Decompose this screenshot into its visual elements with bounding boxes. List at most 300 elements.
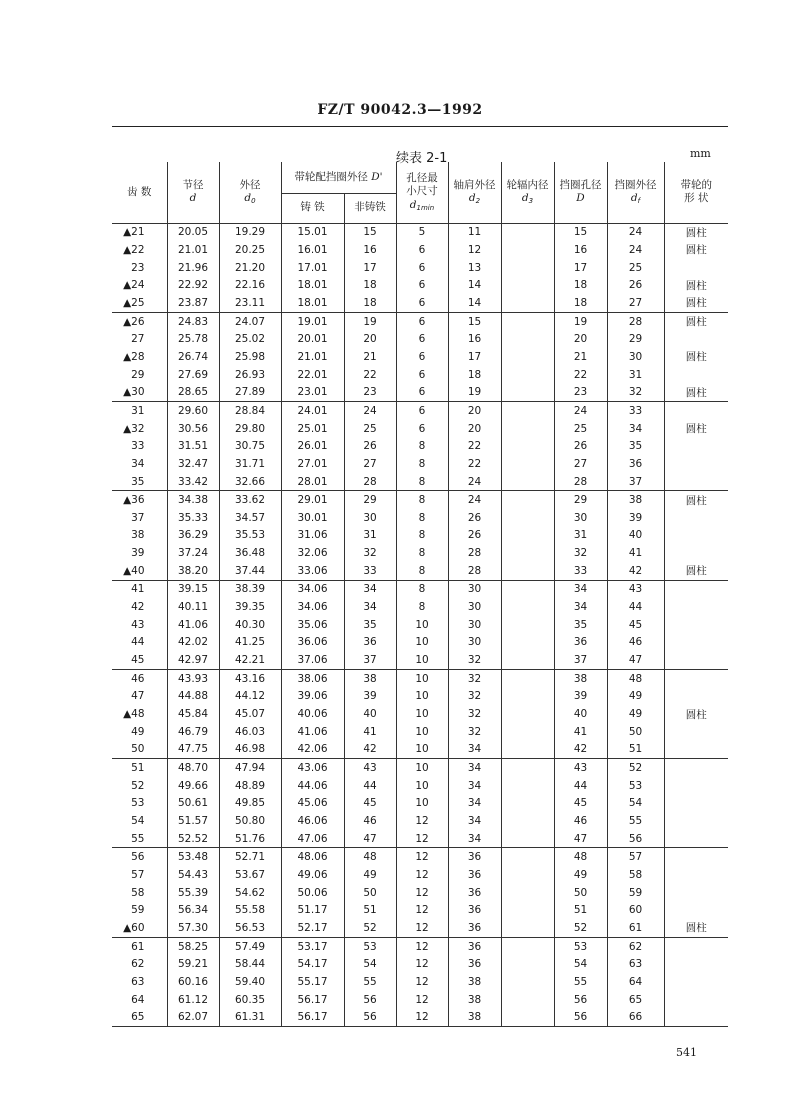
table-cell: 10 xyxy=(396,651,448,669)
table-cell: 32 xyxy=(448,723,501,741)
table-cell: 6 xyxy=(396,294,448,312)
table-cell: 45.07 xyxy=(219,705,281,723)
table-cell: 61 xyxy=(112,937,167,955)
table-cell: 30 xyxy=(448,616,501,634)
table-cell xyxy=(664,884,728,902)
table-cell xyxy=(664,866,728,884)
table-cell: 40 xyxy=(344,705,396,723)
table-cell: 12 xyxy=(396,919,448,937)
table-cell: 56 xyxy=(344,1008,396,1026)
table-cell xyxy=(501,759,554,777)
table-cell: 56.34 xyxy=(167,901,219,919)
table-cell xyxy=(501,723,554,741)
table-cell xyxy=(501,973,554,991)
table-cell: 46.03 xyxy=(219,723,281,741)
table-cell: 26.93 xyxy=(219,366,281,384)
table-cell: 51.17 xyxy=(281,901,344,919)
table-cell: 24 xyxy=(607,223,664,241)
table-cell: 58 xyxy=(112,884,167,902)
table-row xyxy=(112,420,728,438)
table-cell: 51 xyxy=(344,901,396,919)
table-cell: 42.06 xyxy=(281,741,344,759)
table-cell: 58 xyxy=(607,866,664,884)
table-cell: 15.01 xyxy=(281,223,344,241)
table-row xyxy=(112,1008,728,1026)
header-hub-diameter: 轮辐内径 $d_3$ xyxy=(501,162,554,223)
table-cell: 27.69 xyxy=(167,366,219,384)
table-cell: 56 xyxy=(554,1008,607,1026)
table-cell: 48 xyxy=(554,848,607,866)
table-cell: 25.98 xyxy=(219,348,281,366)
table-cell: 12 xyxy=(396,991,448,1009)
table-cell: 20 xyxy=(554,330,607,348)
table-cell: 60 xyxy=(607,901,664,919)
table-cell: 6 xyxy=(396,348,448,366)
table-cell xyxy=(501,669,554,687)
table-cell: 53 xyxy=(554,937,607,955)
standard-number: FZ/T 90042.3—1992 xyxy=(317,102,483,118)
table-cell xyxy=(501,527,554,545)
table-cell: 29 xyxy=(112,366,167,384)
table-cell: 52.52 xyxy=(167,830,219,848)
table-cell: 46 xyxy=(112,669,167,687)
table-cell: 62 xyxy=(607,937,664,955)
table-cell: 53 xyxy=(344,937,396,955)
table-cell: ▲32 xyxy=(112,420,167,438)
table-cell: 34.06 xyxy=(281,598,344,616)
table-cell: 42 xyxy=(344,741,396,759)
table-cell: 56.17 xyxy=(281,991,344,1009)
table-row xyxy=(112,777,728,795)
table-cell: 34 xyxy=(554,598,607,616)
table-cell: 29.60 xyxy=(167,402,219,420)
table-cell: 18 xyxy=(344,276,396,294)
table-row xyxy=(112,241,728,259)
table-cell: ▲48 xyxy=(112,705,167,723)
table-cell: 61 xyxy=(607,919,664,937)
table-cell: 42.02 xyxy=(167,634,219,652)
table-cell xyxy=(501,402,554,420)
table-cell: 43 xyxy=(112,616,167,634)
table-cell: 圆柱 xyxy=(664,705,728,723)
table-cell: 15 xyxy=(448,312,501,330)
table-cell: 35.53 xyxy=(219,527,281,545)
table-cell: 47 xyxy=(607,651,664,669)
table-cell xyxy=(664,402,728,420)
table-cell: 20 xyxy=(448,420,501,438)
table-cell: 21.20 xyxy=(219,259,281,277)
table-cell xyxy=(664,259,728,277)
table-row xyxy=(112,901,728,919)
table-cell: 36 xyxy=(344,634,396,652)
table-cell: 25 xyxy=(344,420,396,438)
table-cell: 32 xyxy=(448,705,501,723)
table-cell: 44 xyxy=(112,634,167,652)
table-cell xyxy=(501,830,554,848)
table-cell: 10 xyxy=(396,723,448,741)
table-cell xyxy=(501,509,554,527)
table-cell: 51 xyxy=(607,741,664,759)
table-cell: 58.25 xyxy=(167,937,219,955)
table-cell: 32.47 xyxy=(167,455,219,473)
table-cell: 52 xyxy=(607,759,664,777)
table-cell: 48 xyxy=(607,669,664,687)
table-row xyxy=(112,651,728,669)
table-cell: 34.57 xyxy=(219,509,281,527)
table-cell: 30.75 xyxy=(219,437,281,455)
table-row xyxy=(112,616,728,634)
header-non-cast-iron: 非铸铁 xyxy=(344,193,396,223)
table-cell: 36 xyxy=(448,848,501,866)
table-cell: 34 xyxy=(448,777,501,795)
table-cell: 51.57 xyxy=(167,812,219,830)
table-cell xyxy=(664,759,728,777)
table-cell: 38 xyxy=(112,527,167,545)
table-cell: 圆柱 xyxy=(664,491,728,509)
table-cell xyxy=(664,669,728,687)
table-cell: 32.06 xyxy=(281,544,344,562)
table-cell: 50 xyxy=(344,884,396,902)
table-cell: 39.15 xyxy=(167,580,219,598)
table-cell: 16 xyxy=(448,330,501,348)
table-cell: 26 xyxy=(448,509,501,527)
table-cell: 30 xyxy=(448,634,501,652)
table-cell: 44.06 xyxy=(281,777,344,795)
table-cell: 20.05 xyxy=(167,223,219,241)
table-cell: 30 xyxy=(554,509,607,527)
table-cell: 34.06 xyxy=(281,580,344,598)
table-cell: 46.98 xyxy=(219,741,281,759)
table-cell: 49 xyxy=(607,705,664,723)
table-cell: 37 xyxy=(607,473,664,491)
table-cell: 55 xyxy=(554,973,607,991)
table-cell xyxy=(664,901,728,919)
table-cell: 39 xyxy=(554,688,607,706)
table-cell: 46 xyxy=(344,812,396,830)
table-cell: 45 xyxy=(554,795,607,813)
table-cell: 59.40 xyxy=(219,973,281,991)
table-cell: 35 xyxy=(554,616,607,634)
table-cell: 21.01 xyxy=(167,241,219,259)
table-cell: 27 xyxy=(344,455,396,473)
table-cell: 8 xyxy=(396,491,448,509)
table-cell: 37 xyxy=(344,651,396,669)
table-cell: 64 xyxy=(112,991,167,1009)
table-cell: 28 xyxy=(554,473,607,491)
table-cell: 34.38 xyxy=(167,491,219,509)
table-cell xyxy=(664,688,728,706)
table-cell: 8 xyxy=(396,527,448,545)
table-cell: 60.35 xyxy=(219,991,281,1009)
table-cell: 32 xyxy=(554,544,607,562)
table-cell: 43 xyxy=(554,759,607,777)
table-cell: 36.48 xyxy=(219,544,281,562)
table-cell: 38.39 xyxy=(219,580,281,598)
table-cell: 10 xyxy=(396,688,448,706)
table-cell: 56 xyxy=(607,830,664,848)
table-row xyxy=(112,723,728,741)
table-cell: 31.71 xyxy=(219,455,281,473)
table-cell xyxy=(664,955,728,973)
table-cell: 32 xyxy=(344,544,396,562)
table-cell: 52 xyxy=(554,919,607,937)
table-cell xyxy=(664,473,728,491)
table-cell: ▲24 xyxy=(112,276,167,294)
table-cell: 66 xyxy=(607,1008,664,1026)
table-cell xyxy=(664,937,728,955)
table-cell: 39.06 xyxy=(281,688,344,706)
table-cell: 23 xyxy=(344,383,396,401)
table-cell: 41.25 xyxy=(219,634,281,652)
table-cell: 12 xyxy=(396,1008,448,1026)
table-cell: 43.06 xyxy=(281,759,344,777)
table-cell: 圆柱 xyxy=(664,919,728,937)
table-cell xyxy=(664,634,728,652)
table-cell xyxy=(501,795,554,813)
table-cell xyxy=(501,348,554,366)
table-cell: 40 xyxy=(607,527,664,545)
table-cell: 22 xyxy=(554,366,607,384)
table-cell: 8 xyxy=(396,544,448,562)
table-cell: 22 xyxy=(448,455,501,473)
page-number: 541 xyxy=(676,1046,697,1059)
table-cell: 17 xyxy=(344,259,396,277)
table-cell: 26 xyxy=(344,437,396,455)
table-row xyxy=(112,741,728,759)
table-cell: 11 xyxy=(448,223,501,241)
table-cell xyxy=(664,509,728,527)
table-cell: 59 xyxy=(607,884,664,902)
table-cell: 18 xyxy=(554,276,607,294)
table-cell: 30.56 xyxy=(167,420,219,438)
table-cell: 54 xyxy=(554,955,607,973)
table-cell: 36 xyxy=(448,937,501,955)
table-cell xyxy=(501,598,554,616)
table-cell: 6 xyxy=(396,383,448,401)
header-cast-iron: 铸 铁 xyxy=(281,193,344,223)
table-row xyxy=(112,366,728,384)
table-cell: 51.76 xyxy=(219,830,281,848)
table-cell: 35.33 xyxy=(167,509,219,527)
table-cell xyxy=(664,437,728,455)
table-cell xyxy=(664,812,728,830)
table-row xyxy=(112,562,728,580)
table-cell: 18.01 xyxy=(281,276,344,294)
table-cell: 30 xyxy=(448,580,501,598)
table-cell xyxy=(501,884,554,902)
table-cell: 37.06 xyxy=(281,651,344,669)
table-cell xyxy=(501,383,554,401)
table-cell: 55 xyxy=(344,973,396,991)
table-cell: 38 xyxy=(607,491,664,509)
table-row xyxy=(112,437,728,455)
table-cell: 37 xyxy=(112,509,167,527)
table-cell xyxy=(501,651,554,669)
table-cell: 55.17 xyxy=(281,973,344,991)
table-cell: 53 xyxy=(112,795,167,813)
table-cell xyxy=(501,741,554,759)
table-cell: 31.51 xyxy=(167,437,219,455)
table-cell: 47.94 xyxy=(219,759,281,777)
table-cell: 56 xyxy=(344,991,396,1009)
table-cell: 57.30 xyxy=(167,919,219,937)
table-cell: 34 xyxy=(448,759,501,777)
table-cell xyxy=(501,919,554,937)
table-cell: 22.16 xyxy=(219,276,281,294)
table-cell: 48.89 xyxy=(219,777,281,795)
table-cell: 25.02 xyxy=(219,330,281,348)
table-cell: 36 xyxy=(448,901,501,919)
table-cell: 31 xyxy=(607,366,664,384)
table-cell: 圆柱 xyxy=(664,420,728,438)
table-cell: 56 xyxy=(112,848,167,866)
table-cell: 46 xyxy=(607,634,664,652)
table-cell: 21 xyxy=(344,348,396,366)
table-cell: 36 xyxy=(448,955,501,973)
table-cell: 21.96 xyxy=(167,259,219,277)
table-cell: 13 xyxy=(448,259,501,277)
table-cell: 45.84 xyxy=(167,705,219,723)
table-row xyxy=(112,795,728,813)
table-cell: 55 xyxy=(112,830,167,848)
table-cell: 49 xyxy=(344,866,396,884)
table-cell: 44.88 xyxy=(167,688,219,706)
table-cell: 33.62 xyxy=(219,491,281,509)
table-cell: 29 xyxy=(607,330,664,348)
table-cell: 54.62 xyxy=(219,884,281,902)
table-cell: 28 xyxy=(607,312,664,330)
table-cell: 33.42 xyxy=(167,473,219,491)
table-cell: ▲21 xyxy=(112,223,167,241)
table-cell: 10 xyxy=(396,634,448,652)
table-cell xyxy=(664,651,728,669)
header-pitch-diameter: 节径 d xyxy=(167,162,219,223)
table-cell: 19 xyxy=(554,312,607,330)
table-cell: 30 xyxy=(448,598,501,616)
table-cell: 19.01 xyxy=(281,312,344,330)
table-cell: ▲30 xyxy=(112,383,167,401)
table-cell: 5 xyxy=(396,223,448,241)
table-cell: 57 xyxy=(607,848,664,866)
table-cell: 50.61 xyxy=(167,795,219,813)
table-cell: 39.35 xyxy=(219,598,281,616)
table-cell xyxy=(501,276,554,294)
table-cell: 33 xyxy=(112,437,167,455)
table-cell: 56.53 xyxy=(219,919,281,937)
table-row xyxy=(112,348,728,366)
table-cell xyxy=(501,812,554,830)
table-cell: 20 xyxy=(344,330,396,348)
table-cell: 45 xyxy=(112,651,167,669)
table-row xyxy=(112,330,728,348)
table-cell: 12 xyxy=(396,955,448,973)
table-cell: 6 xyxy=(396,276,448,294)
table-cell: 34 xyxy=(112,455,167,473)
table-cell xyxy=(501,491,554,509)
table-cell: 36.29 xyxy=(167,527,219,545)
table-cell: 51 xyxy=(554,901,607,919)
table-cell xyxy=(664,795,728,813)
table-cell: 43 xyxy=(607,580,664,598)
table-cell: 10 xyxy=(396,795,448,813)
table-cell: 50.80 xyxy=(219,812,281,830)
table-cell: 26.01 xyxy=(281,437,344,455)
table-cell xyxy=(501,473,554,491)
table-cell xyxy=(664,616,728,634)
table-cell: 52.17 xyxy=(281,919,344,937)
table-row xyxy=(112,991,728,1009)
table-cell: 17.01 xyxy=(281,259,344,277)
table-cell: 49 xyxy=(112,723,167,741)
table-cell: 59.21 xyxy=(167,955,219,973)
table-cell: 48 xyxy=(344,848,396,866)
table-cell: 28 xyxy=(344,473,396,491)
table-cell: 34 xyxy=(344,598,396,616)
table-cell xyxy=(501,937,554,955)
table-cell: 52 xyxy=(112,777,167,795)
header-ring-outer: 挡圈外径 $d_f$ xyxy=(607,162,664,223)
table-cell: 12 xyxy=(396,901,448,919)
header-bore-min: 孔径最 小尺寸 $d_{1min}$ xyxy=(396,162,448,223)
table-cell: 36 xyxy=(448,919,501,937)
table-cell: 6 xyxy=(396,420,448,438)
table-cell: 12 xyxy=(396,830,448,848)
table-cell: 19.29 xyxy=(219,223,281,241)
table-cell: 25 xyxy=(554,420,607,438)
table-cell: 47 xyxy=(554,830,607,848)
table-cell xyxy=(664,580,728,598)
table-cell: 41.06 xyxy=(167,616,219,634)
table-cell: 28.01 xyxy=(281,473,344,491)
table-cell: 12 xyxy=(396,884,448,902)
table-cell: 49.85 xyxy=(219,795,281,813)
table-row xyxy=(112,491,728,509)
table-row xyxy=(112,688,728,706)
table-cell: 24 xyxy=(448,491,501,509)
table-cell: 42.21 xyxy=(219,651,281,669)
table-cell xyxy=(664,848,728,866)
table-cell xyxy=(664,723,728,741)
table-cell xyxy=(664,830,728,848)
table-cell: 25.78 xyxy=(167,330,219,348)
table-cell: 16 xyxy=(554,241,607,259)
table-cell: 圆柱 xyxy=(664,562,728,580)
table-cell: 32 xyxy=(448,688,501,706)
table-cell: 35 xyxy=(344,616,396,634)
table-cell xyxy=(501,991,554,1009)
table-cell: 46.06 xyxy=(281,812,344,830)
table-cell: 圆柱 xyxy=(664,241,728,259)
table-cell: 28 xyxy=(448,544,501,562)
table-row xyxy=(112,544,728,562)
table-cell: 18 xyxy=(554,294,607,312)
table-cell: 41 xyxy=(112,580,167,598)
table-row xyxy=(112,937,728,955)
table-cell: 32 xyxy=(607,383,664,401)
table-cell: 10 xyxy=(396,669,448,687)
table-cell: ▲22 xyxy=(112,241,167,259)
table-cell: 40.30 xyxy=(219,616,281,634)
table-cell: 51 xyxy=(112,759,167,777)
table-row xyxy=(112,294,728,312)
table-cell: 33 xyxy=(344,562,396,580)
table-cell: 54 xyxy=(607,795,664,813)
table-cell: 63 xyxy=(112,973,167,991)
table-cell: 41 xyxy=(607,544,664,562)
table-cell: 12 xyxy=(448,241,501,259)
table-cell: 37 xyxy=(554,651,607,669)
table-cell: 38.06 xyxy=(281,669,344,687)
